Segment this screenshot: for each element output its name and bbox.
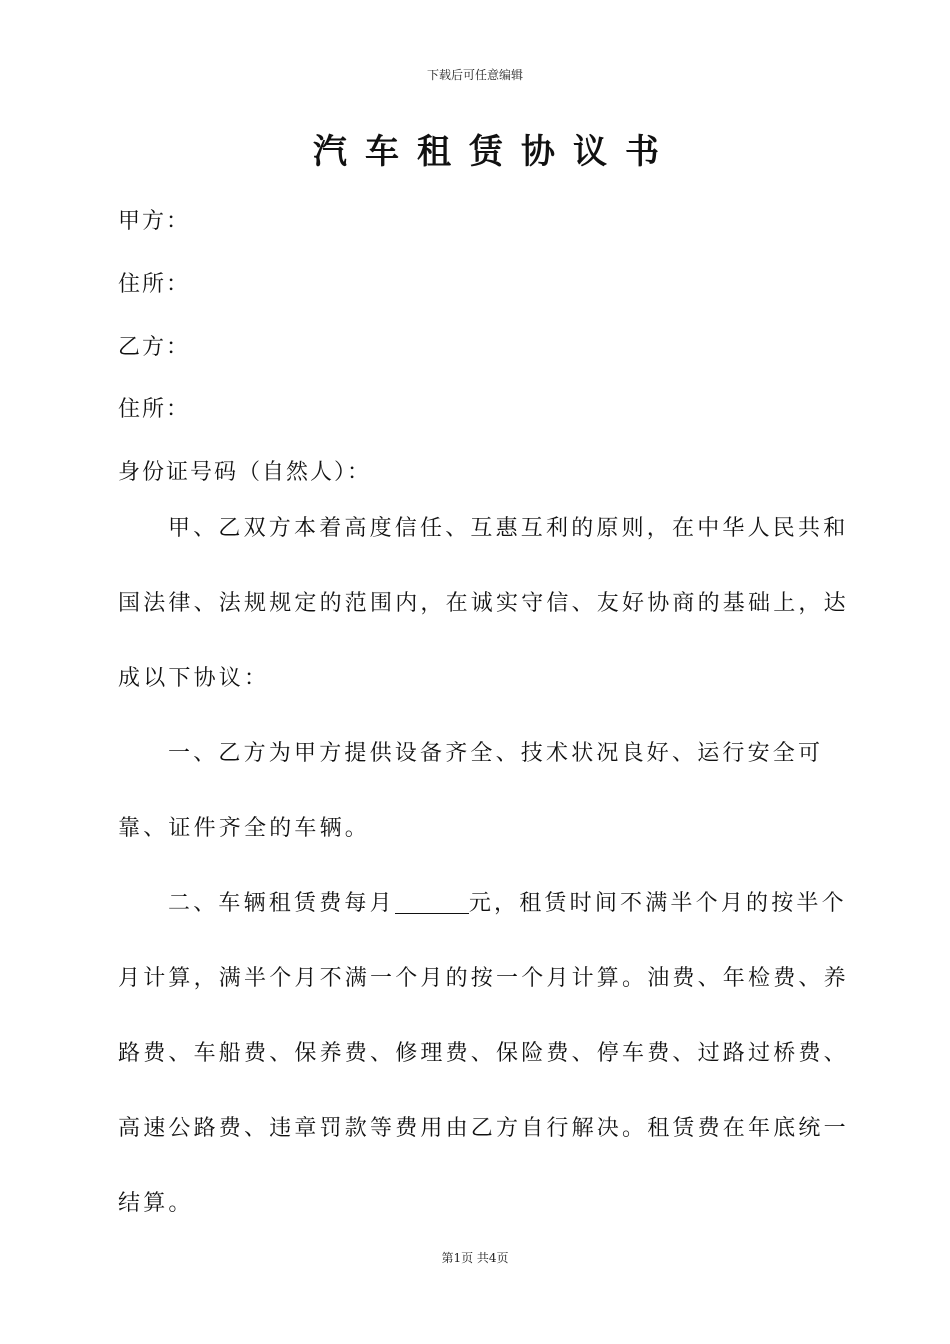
clause-2-text-start: 二、车辆租赁费每月 — [168, 891, 395, 916]
party-a-address-field: 住所： — [118, 272, 191, 297]
clause-1-paragraph: 一、乙方为甲方提供设备齐全、技术状况良好、运行安全可靠、证件齐全的车辆。 — [118, 741, 824, 841]
header-note: 下载后可任意编辑 — [426, 68, 523, 82]
party-b-address-field: 住所： — [118, 397, 191, 422]
document-title: 汽车租赁协议书 — [313, 132, 677, 172]
rent-amount-blank — [395, 891, 469, 914]
intro-paragraph: 甲、乙双方本着高度信任、互惠互利的原则，在中华人民共和国法律、法规规定的范围内，在诚实守信、友好协商的基础上，达成以下协议： — [118, 516, 849, 691]
clause-2-paragraph — [118, 866, 858, 1241]
agreement-body — [118, 491, 858, 1241]
page-footer: 第1页 共4页 — [441, 1251, 509, 1265]
party-b-field: 乙方： — [118, 335, 191, 360]
party-a-field: 甲方： — [118, 209, 191, 234]
id-number-field: 身份证号码（自然人）： — [118, 460, 372, 485]
clause-2-text-rest: 元，租赁时间不满半个月的按半个月计算，满半个月不满一个月的按一个月计算。油费、年检费、养路费、车船费、保养费、修理费、保险费、停车费、过路过桥费、高速公路费、违章罚款等费用由乙方自行解决。租赁费在年底统一结算。 — [118, 891, 849, 1216]
